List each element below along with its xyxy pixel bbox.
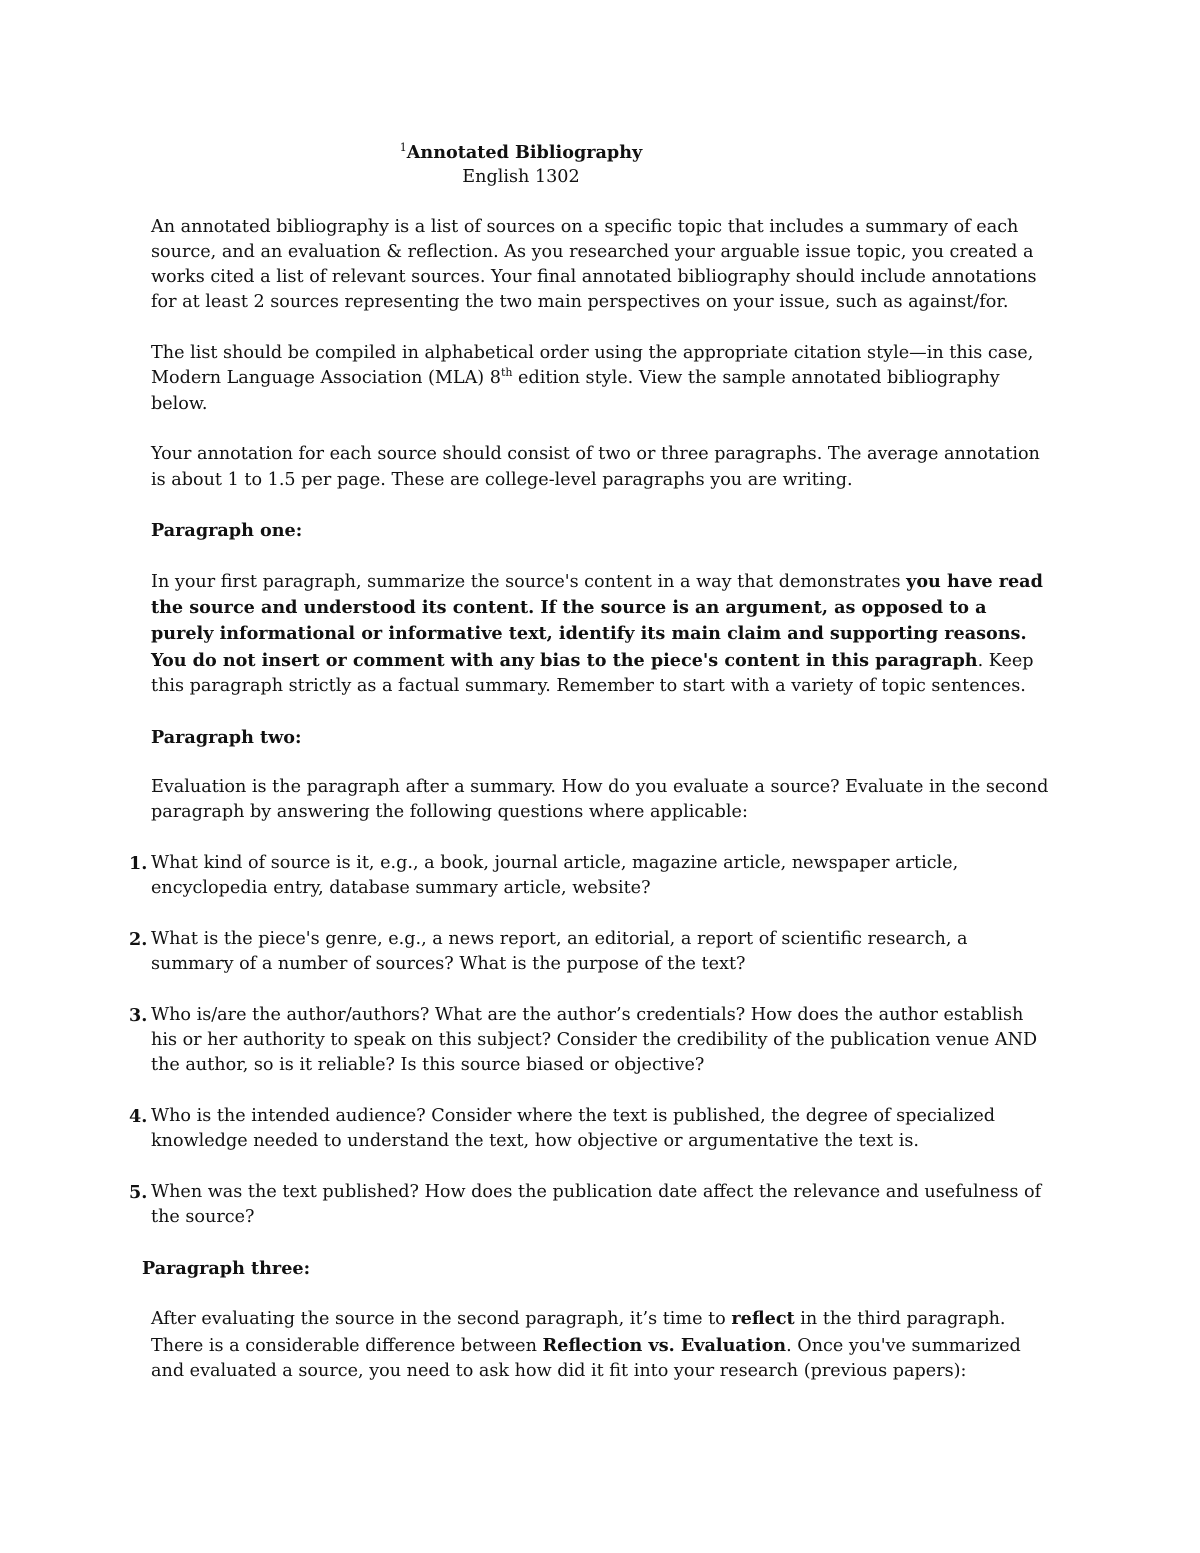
evaluation-questions-list: [129, 851, 1051, 1230]
p3-text-c: . Once you've summarized and evaluated a source, you need to ask how did it fit into your research (previous papers):: [151, 1335, 1021, 1381]
p3-bold-b: Reflection vs. Evaluation: [542, 1334, 787, 1356]
annotation-length-paragraph: Your annotation for each source should consist of two or three paragraphs. The average annotation is about 1 to 1.5 per page. These are college-level paragraphs you are writing.: [151, 444, 1040, 490]
list-item-number: 1.: [129, 853, 148, 875]
title-text: Annotated Bibliography: [406, 142, 643, 163]
list-item: [129, 1180, 1051, 1231]
list-item: [129, 851, 1051, 902]
paragraph-three-heading: Paragraph three:: [142, 1257, 311, 1279]
list-item-number: 3.: [129, 1004, 148, 1026]
document-subtitle: English 1302: [462, 167, 580, 188]
list-item: [129, 1104, 1051, 1155]
paragraph-one-text: [151, 569, 1051, 699]
p3-text-b: in the third paragraph. There is a considerable difference between: [151, 1309, 1006, 1356]
p1-text-b: . Keep this paragraph strictly as a factual summary. Remember to start with a variety of topic sentences.: [151, 650, 1034, 696]
list-order-paragraph: [151, 341, 1051, 417]
list-item: [129, 927, 1051, 978]
p1-bold-a: you have read the source and understood its content. If the source is an argument, as opposed to a purely informational or informative text, identify its main claim and supporting reasons. You do not insert or comment with any bias to the piece's content in this paragraph: [151, 570, 1043, 671]
list-item-text: What kind of source is it, e.g., a book, journal article, magazine article, newspaper article, encyclopedia entry, database summary article, website?: [151, 853, 959, 899]
ordinal-suffix: th: [500, 366, 513, 380]
list-para-text-after: edition style. View the sample annotated bibliography below.: [151, 368, 1000, 414]
list-item-number: 5.: [129, 1181, 148, 1203]
title-block: [151, 140, 891, 191]
p3-text-a: After evaluating the source in the second paragraph, it’s time to: [151, 1309, 732, 1330]
list-item-text: When was the text published? How does the publication date affect the relevance and usefulness of the source?: [151, 1181, 1042, 1228]
document-body: [129, 140, 1051, 1410]
p3-bold-a: reflect: [731, 1308, 795, 1330]
list-item-text: Who is the intended audience? Consider where the text is published, the degree of specialized knowledge needed to understand the text, how objective or argumentative the text is.: [151, 1105, 996, 1152]
footnote-marker: 1: [399, 141, 407, 155]
document-title: [151, 140, 891, 165]
list-item-text: Who is/are the author/authors? What are the author’s credentials? How does the author establish his or her authority to speak on this subject? Consider the credibility of the publication venue AND the author, so is it reliable? Is this source biased or objective?: [151, 1004, 1038, 1076]
list-item: [129, 1003, 1051, 1079]
list-para-text-before: The list should be compiled in alphabetical order using the appropriate citation style—in this case, Modern Language Association (MLA) 8: [151, 343, 1034, 389]
intro-paragraph: An annotated bibliography is a list of sources on a specific topic that includes a summary of each source, and an evaluation & reflection. As you researched your arguable issue topic, you created a works cited a list of relevant sources. Your final annotated bibliography should include annotations for at least 2 sources representing the two main perspectives on your issue, such as against/for.: [151, 216, 1037, 313]
paragraph-three-text: [151, 1306, 1051, 1384]
paragraph-one-heading: Paragraph one:: [151, 520, 303, 542]
paragraph-two-heading: Paragraph two:: [151, 726, 302, 748]
list-item-text: What is the piece's genre, e.g., a news report, an editorial, a report of scientific research, a summary of a number of sources? What is the purpose of the text?: [151, 928, 968, 975]
p1-text-a: In your first paragraph, summarize the source's content in a way that demonstrates: [151, 571, 907, 592]
paragraph-two-text: Evaluation is the paragraph after a summary. How do you evaluate a source? Evaluate in the second paragraph by answering the following questions where applicable:: [151, 777, 1049, 823]
list-item-number: 2.: [129, 928, 148, 950]
list-item-number: 4.: [129, 1105, 148, 1127]
